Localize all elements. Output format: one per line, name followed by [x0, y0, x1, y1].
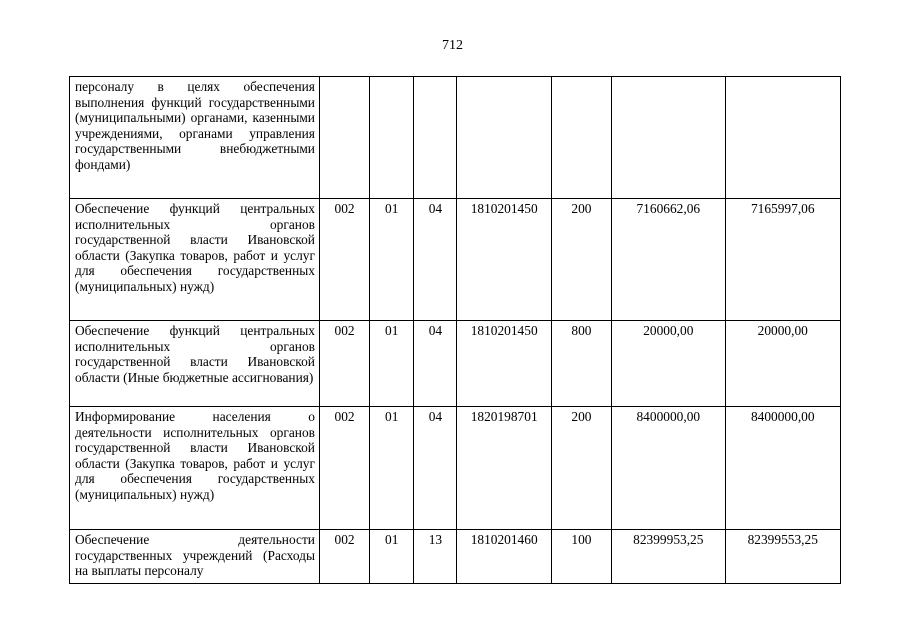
page-number: 712	[442, 38, 463, 53]
subsection-cell: 04	[414, 407, 457, 530]
section-cell: 01	[370, 321, 414, 407]
section-cell: 01	[370, 199, 414, 321]
section-cell: 01	[370, 530, 414, 584]
amount-year2-cell: 20000,00	[725, 321, 840, 407]
amount-year1-cell: 8400000,00	[612, 407, 725, 530]
expense-name-cell: Обеспечение функций центральных исполнительных органов государственной власти Ивановской области (Иные бюджетные ассигнования)	[70, 321, 320, 407]
amount-year2-cell: 7165997,06	[725, 199, 840, 321]
expense-name-cell: Обеспечение деятельности государственных учреждений (Расходы на выплаты персоналу	[70, 530, 320, 584]
subsection-cell: 13	[414, 530, 457, 584]
table-row	[70, 77, 841, 199]
amount-year1-cell: 20000,00	[612, 321, 725, 407]
target-article-cell	[457, 77, 551, 199]
ministry-code-cell	[319, 77, 369, 199]
expense-type-cell: 100	[551, 530, 611, 584]
ministry-code-cell: 002	[319, 530, 369, 584]
ministry-code-cell: 002	[319, 407, 369, 530]
subsection-cell: 04	[414, 321, 457, 407]
amount-year1-cell: 82399953,25	[612, 530, 725, 584]
expense-name-cell: персоналу в целях обеспечения выполнения функций государственными (муниципальными) органами, казенными учреждениями, органами управления государственными внебюджетными фондами)	[70, 77, 320, 199]
amount-year2-cell	[725, 77, 840, 199]
target-article-cell: 1820198701	[457, 407, 551, 530]
expense-type-cell: 800	[551, 321, 611, 407]
table-row	[70, 321, 841, 407]
amount-year2-cell: 8400000,00	[725, 407, 840, 530]
budget-table	[69, 76, 841, 584]
expense-type-cell: 200	[551, 199, 611, 321]
target-article-cell: 1810201450	[457, 199, 551, 321]
expense-name-cell: Обеспечение функций центральных исполнительных органов государственной власти Ивановской области (Закупка товаров, работ и услуг для обеспечения государственных (муниципальных) нужд)	[70, 199, 320, 321]
section-cell	[370, 77, 414, 199]
ministry-code-cell: 002	[319, 321, 369, 407]
target-article-cell: 1810201450	[457, 321, 551, 407]
amount-year1-cell	[612, 77, 725, 199]
table-row	[70, 530, 841, 584]
expense-type-cell	[551, 77, 611, 199]
table-row	[70, 199, 841, 321]
subsection-cell	[414, 77, 457, 199]
section-cell: 01	[370, 407, 414, 530]
expense-type-cell: 200	[551, 407, 611, 530]
amount-year2-cell: 82399553,25	[725, 530, 840, 584]
table-row	[70, 407, 841, 530]
subsection-cell: 04	[414, 199, 457, 321]
target-article-cell: 1810201460	[457, 530, 551, 584]
expense-name-cell: Информирование населения о деятельности исполнительных органов государственной власти Ивановской области (Закупка товаров, работ и услуг для обеспечения государственных (муниципальных) нужд)	[70, 407, 320, 530]
amount-year1-cell: 7160662,06	[612, 199, 725, 321]
ministry-code-cell: 002	[319, 199, 369, 321]
